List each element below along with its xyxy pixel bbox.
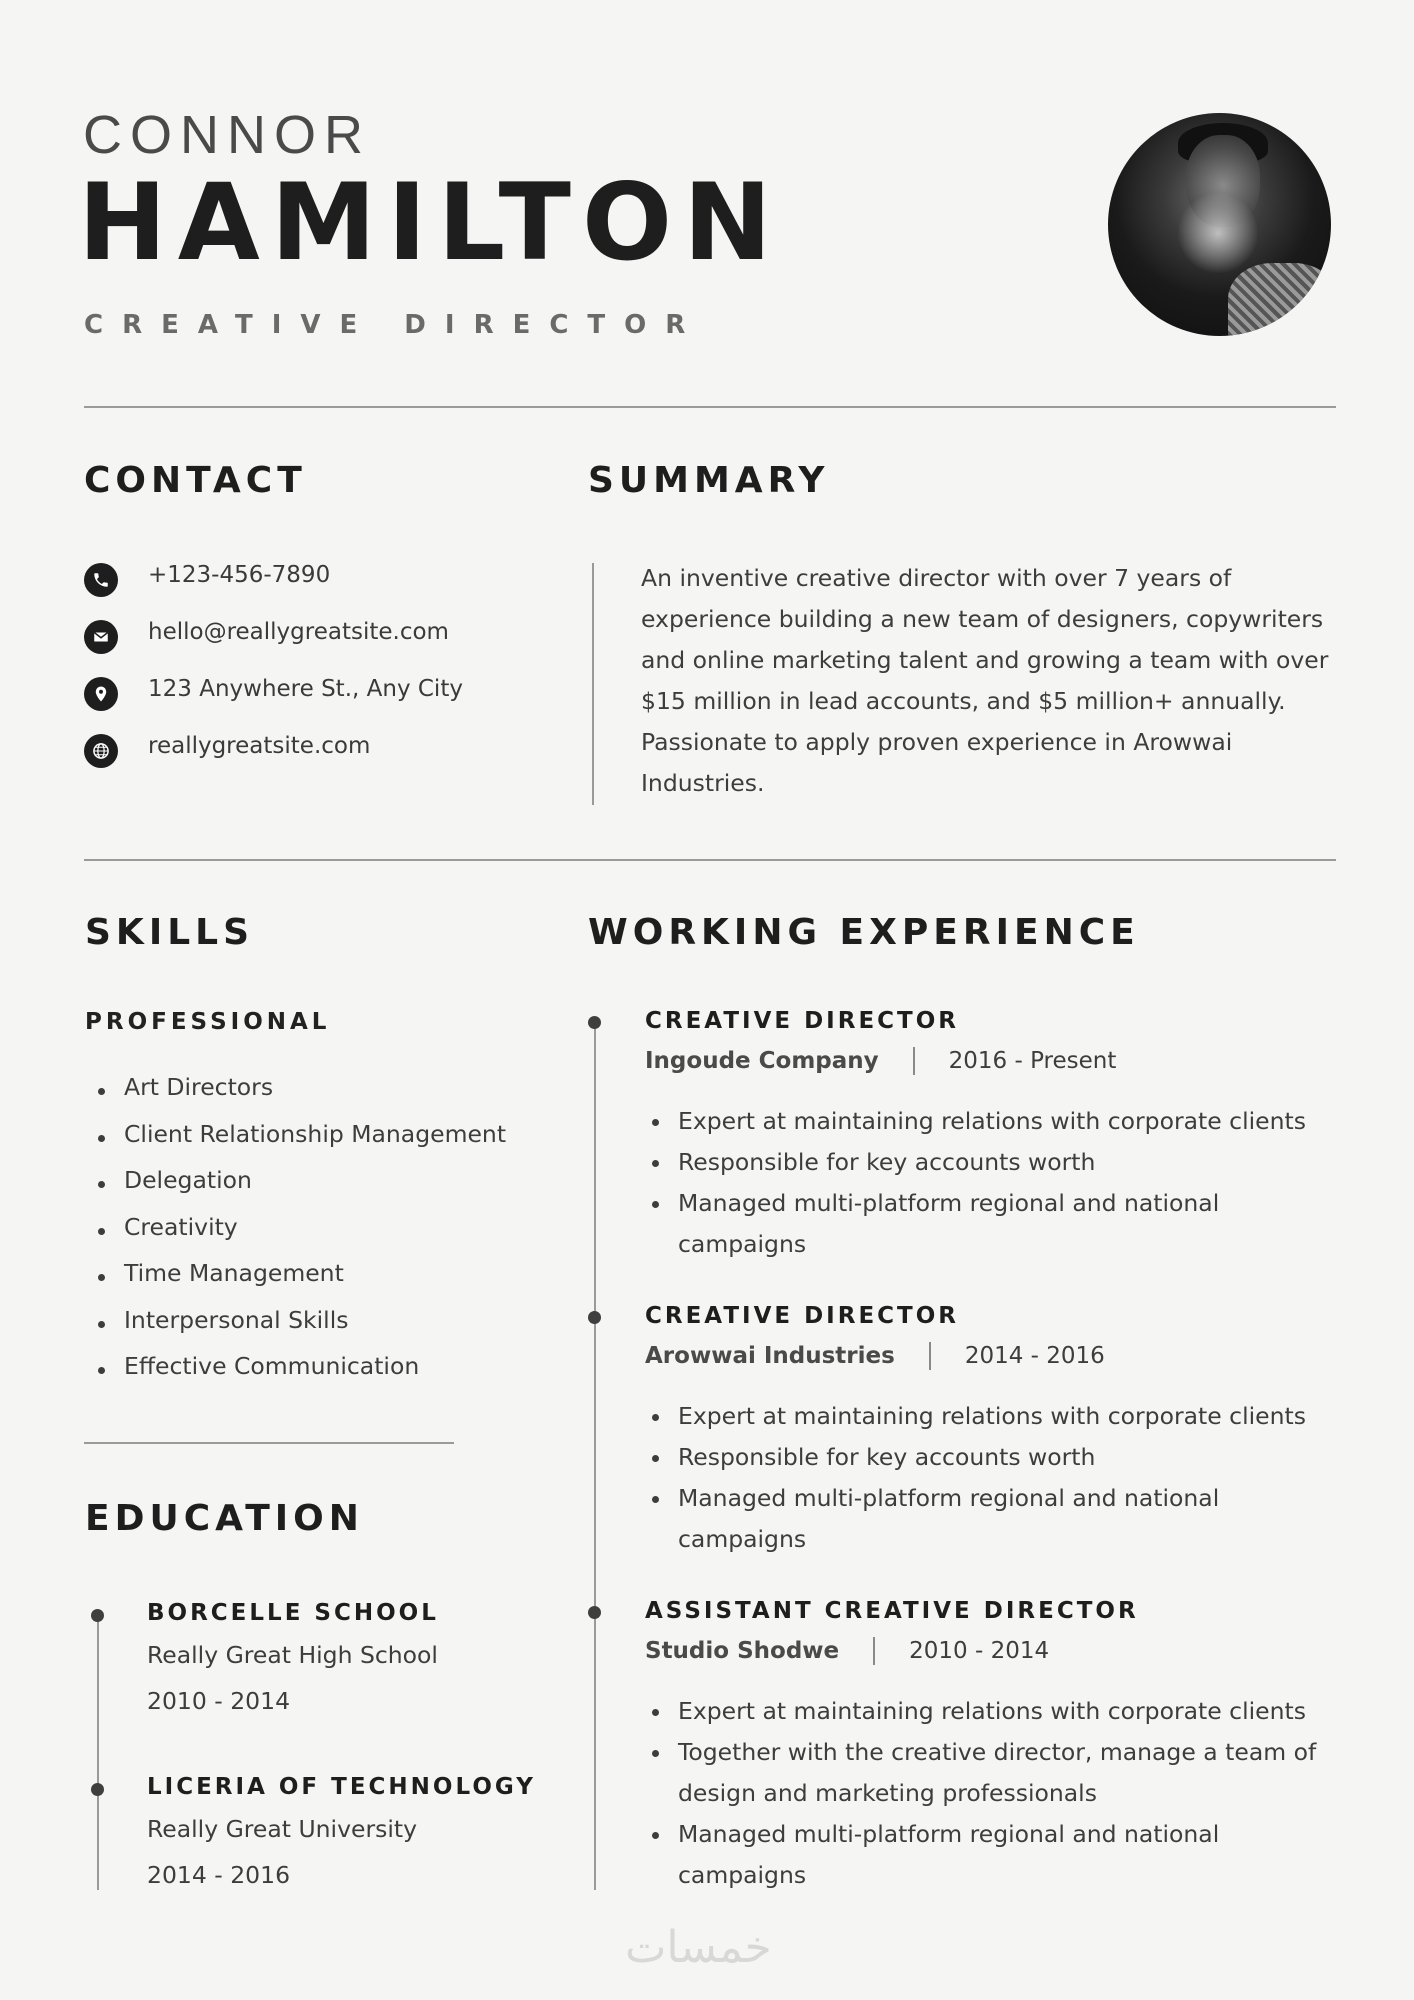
job-bullet: Managed multi-platform regional and national campaigns [678,1478,1258,1560]
job-bullet: Together with the creative director, manage a team of design and marketing professionals [678,1732,1348,1814]
job-role: CREATIVE DIRECTOR [645,1303,959,1329]
timeline-dot [91,1783,104,1796]
education-school: BORCELLE SCHOOL [147,1600,439,1626]
location-icon [84,677,118,711]
job-bullet: Expert at maintaining relations with corporate clients [678,1396,1348,1437]
summary-divider [592,563,594,805]
skills-subheading: PROFESSIONAL [85,1009,331,1035]
education-detail: Really Great University [147,1815,418,1843]
skill-item: Interpersonal Skills [124,1306,506,1353]
experience-timeline [594,1022,596,1890]
summary-heading: SUMMARY [588,460,830,501]
job-bullet: Responsible for key accounts worth [678,1437,1348,1478]
skills-list [124,1073,506,1399]
education-years: 2010 - 2014 [147,1687,291,1715]
contact-phone-text: +123-456-7890 [148,562,331,588]
separator [913,1047,915,1075]
phone-icon [84,563,118,597]
education-timeline [97,1615,99,1890]
globe-icon [84,734,118,768]
job-title: CREATIVE DIRECTOR [84,310,705,340]
divider [84,859,1336,861]
timeline-dot [588,1016,601,1029]
education-detail: Really Great High School [147,1641,438,1669]
watermark: خمسات [625,1922,772,1973]
education-school: LICERIA OF TECHNOLOGY [147,1774,536,1800]
contact-address [84,674,463,714]
job-bullet: Managed multi-platform regional and national campaigns [678,1814,1258,1896]
job-dates: 2014 - 2016 [964,1343,1105,1369]
skill-item: Effective Communication [124,1352,506,1399]
skill-item: Art Directors [124,1073,506,1120]
contact-email [84,617,449,657]
summary-text: An inventive creative director with over 7 years of experience building a new team of designers, copywriters and online marketing talent and growing a team with over $15 million in lead accounts, and $5 million+ annually. Passionate to apply proven experience in Arowwai Industries. [641,564,1329,797]
contact-website [84,731,371,771]
contact-email-text: hello@reallygreatsite.com [148,619,449,645]
timeline-dot [588,1606,601,1619]
divider [84,406,1336,408]
timeline-dot [588,1311,601,1324]
skill-item: Time Management [124,1259,506,1306]
contact-heading: CONTACT [84,460,307,501]
contact-website-text: reallygreatsite.com [148,733,371,759]
job-bullet: Expert at maintaining relations with corporate clients [678,1691,1348,1732]
separator [929,1342,931,1370]
contact-phone [84,560,331,600]
skills-heading: SKILLS [85,912,255,953]
last-name: HAMILTON [78,161,783,284]
first-name: CONNOR [83,105,371,165]
job-role: ASSISTANT CREATIVE DIRECTOR [645,1598,1139,1624]
skill-item: Client Relationship Management [124,1120,506,1167]
job-dates: 2016 - Present [948,1048,1117,1074]
profile-photo [1108,113,1331,336]
timeline-dot [91,1609,104,1622]
job-company: Studio Shodwe [645,1638,840,1664]
job-meta [645,1637,1049,1665]
job-bullets [678,1396,1348,1560]
job-bullets [678,1101,1348,1265]
education-heading: EDUCATION [85,1498,364,1539]
skill-item: Delegation [124,1166,506,1213]
job-bullets [678,1691,1348,1896]
job-meta [645,1342,1105,1370]
skill-item: Creativity [124,1213,506,1260]
job-company: Arowwai Industries [645,1343,895,1369]
job-role: CREATIVE DIRECTOR [645,1008,959,1034]
divider [84,1442,454,1444]
experience-heading: WORKING EXPERIENCE [588,912,1140,953]
job-meta [645,1047,1116,1075]
separator [873,1637,875,1665]
job-bullet: Expert at maintaining relations with corporate clients [678,1101,1348,1142]
job-bullet: Responsible for key accounts worth [678,1142,1348,1183]
education-years: 2014 - 2016 [147,1861,291,1889]
job-dates: 2010 - 2014 [909,1638,1050,1664]
job-bullet: Managed multi-platform regional and national campaigns [678,1183,1258,1265]
email-icon [84,620,118,654]
job-company: Ingoude Company [645,1048,879,1074]
contact-address-text: 123 Anywhere St., Any City [148,676,463,702]
